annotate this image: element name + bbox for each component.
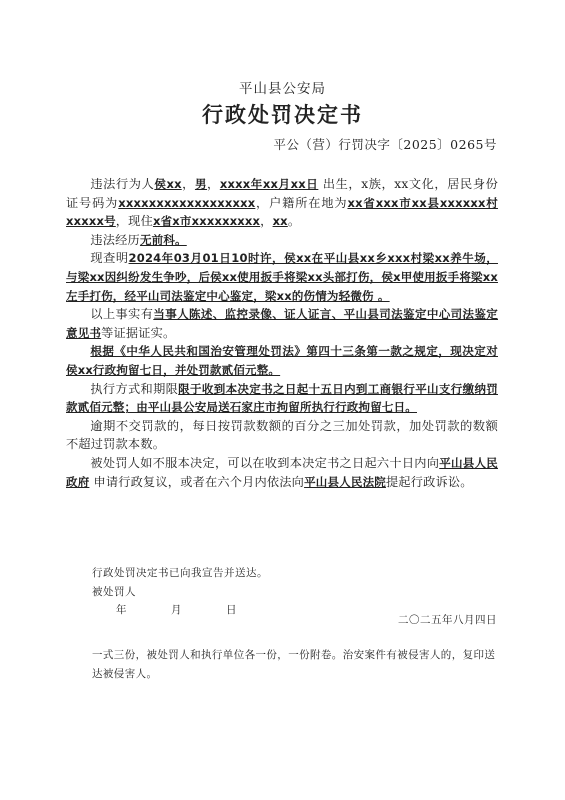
execution-detail: 限于收到本决定书之日起十五日内到工商银行平山支行缴纳罚款贰佰元整；由平山县公安局送石家庄市拘留所执行行政拘留七日。 <box>66 381 498 415</box>
year-label: 年 <box>116 604 127 616</box>
text: ， <box>181 177 195 191</box>
issue-date: 二〇二五年八月四日 <box>398 614 497 626</box>
text: ，户籍所在地为 <box>255 195 348 210</box>
text: ， <box>207 177 220 191</box>
text: 执行方式和期限 <box>90 381 179 396</box>
evidence-paragraph <box>66 305 498 342</box>
served-acknowledgement: 行政处罚决定书已向我宣告并送达。 <box>92 567 268 579</box>
execution-paragraph <box>66 380 498 417</box>
offender-household-address: xx省xxx市xx县xxxxxx村xxxxx号 <box>66 195 498 229</box>
text: 现查明 <box>90 251 129 266</box>
violation-history-paragraph <box>66 231 498 250</box>
facts-paragraph <box>66 249 498 305</box>
text: 申请行政复议，或者在六个月内依法向 <box>89 474 305 489</box>
offender-id-number: xxxxxxxxxxxxxxxxxx <box>118 195 256 210</box>
issuing-agency: 平山县公安局 <box>239 81 326 97</box>
offender-current-address: x省x市xxxxxxxxx <box>152 214 261 229</box>
day-label: 日 <box>226 604 237 616</box>
text: 。 <box>287 214 301 229</box>
text: 违法行为人 <box>90 177 155 191</box>
text: 提起行政诉讼。 <box>385 474 473 489</box>
offender-info-paragraph <box>66 175 498 231</box>
offender-name: 侯xx <box>154 177 182 191</box>
text: 违法经历 <box>90 232 140 247</box>
document-title: 行政处罚决定书 <box>202 102 363 127</box>
punished-person-signature-label: 被处罚人 <box>92 586 136 598</box>
document-body <box>66 175 498 491</box>
offender-gender: 男 <box>194 177 208 191</box>
text: ， <box>260 214 273 229</box>
facts-detail: 2024年03月01日10时许，侯xx在平山县xx乡xxx村梁xx养牛场，与梁xx因纠纷发生争吵，后侯xx使用扳手将梁xx头部打伤，侯x甲使用扳手将梁xx左手打伤，经平山司法鉴定中心鉴定，梁xx的伤情为轻微伤 。 <box>66 251 498 303</box>
decision-paragraph <box>66 342 498 379</box>
decision-text: 根据《中华人民共和国治安管理处罚法》第四十三条第一款之规定，现决定对侯xx行政拘留七日，并处罚款贰佰元整。 <box>66 344 498 377</box>
text: 以上事实有 <box>90 307 154 322</box>
text: 逾期不交罚款的，每日按罚款数额的百分之三加处罚款，加处罚款的数额不超过罚款本数。 <box>66 418 498 452</box>
offender-detail: xx <box>272 214 288 229</box>
violation-history-value: 无前科。 <box>139 232 187 247</box>
text: ，现住 <box>115 214 153 229</box>
month-label: 月 <box>171 604 182 616</box>
text: 被处罚人如不服本决定，可以在收到本决定书之日起六十日内向 <box>90 455 440 470</box>
offender-birthdate: xxxx年xx月xx日 <box>219 177 319 191</box>
court-name: 平山县人民法院 <box>304 474 386 489</box>
review-authority: 平山县人民政府 <box>66 455 498 489</box>
text: 出生，x族，xx文化，居民身份证号码为 <box>66 177 499 210</box>
document-number: 平公（营）行罚决字〔2025〕0265号 <box>273 137 497 152</box>
evidence-list: 当事人陈述、监控录像、证人证言、平山县司法鉴定中心司法鉴定意见书 <box>66 307 499 340</box>
late-payment-paragraph <box>66 417 498 454</box>
text: 等证据证实。 <box>101 325 176 340</box>
appeal-rights-paragraph <box>66 454 498 491</box>
copies-note: 一式三份，被处罚人和执行单位各一份，一份附卷。治安案件有被侵害人的，复印送达被侵害人。 <box>92 649 496 680</box>
